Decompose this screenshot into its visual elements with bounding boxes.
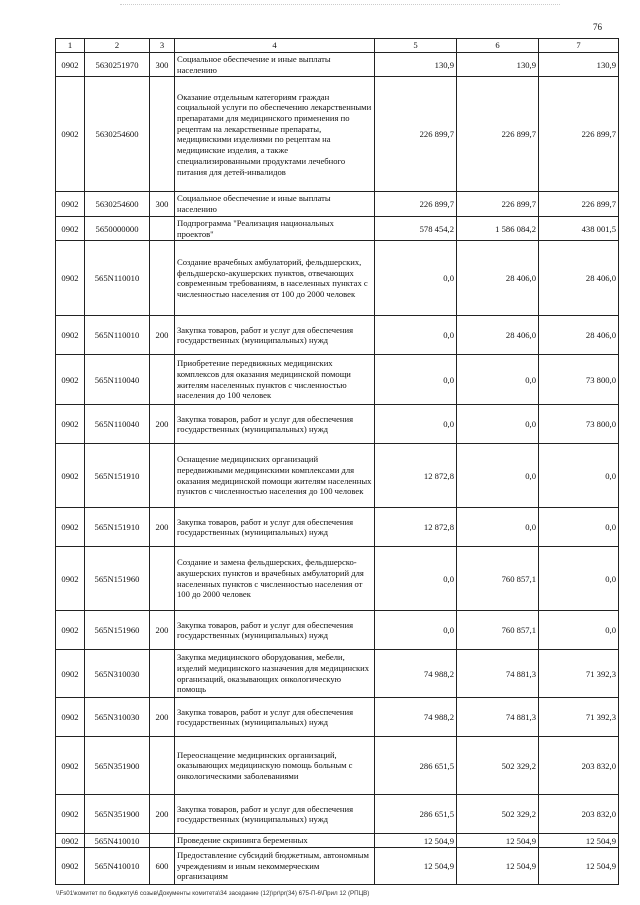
amount-col5-cell: 0,0 [375, 241, 457, 316]
amount-col7-cell: 12 504,9 [539, 847, 619, 884]
amount-col7-cell: 71 392,3 [539, 698, 619, 737]
amount-col6-cell: 502 329,2 [457, 795, 539, 834]
amount-col7-cell: 130,9 [539, 53, 619, 77]
table-row [56, 847, 619, 884]
amount-col5-cell: 0,0 [375, 405, 457, 444]
amount-col5-cell: 226 899,7 [375, 77, 457, 192]
section-cell: 0902 [56, 216, 85, 240]
item-name-cell: Оказание отдельным категориям граждан социальной услуги по обеспечению лекарственными препаратами для медицинского применения по рецептам на лекарственные препараты, медицинскими изделиями по рецептам на медицинские изделия, а также специализированными продуктами лечебного питания для детей-инвалидов [175, 77, 375, 192]
table-row [56, 241, 619, 316]
amount-col6-cell: 12 504,9 [457, 847, 539, 884]
table-row [56, 547, 619, 611]
table-row [56, 508, 619, 547]
amount-col7-cell: 0,0 [539, 547, 619, 611]
item-name-cell: Закупка товаров, работ и услуг для обеспечения государственных (муниципальных) нужд [175, 316, 375, 355]
expense-type-cell: 300 [150, 53, 175, 77]
amount-col5-cell: 12 504,9 [375, 834, 457, 848]
table-row [56, 698, 619, 737]
header-col-6: 6 [457, 39, 539, 53]
section-cell: 0902 [56, 650, 85, 698]
target-code-cell: 565N310030 [85, 650, 150, 698]
table-row [56, 216, 619, 240]
section-cell: 0902 [56, 795, 85, 834]
scan-artifact [120, 4, 560, 7]
budget-table [55, 38, 619, 885]
table-row [56, 53, 619, 77]
file-path-footer: \\Fs01\комитет по бюджету\6 созыв\Документы комитета\34 заседание (12)\pr\pr(34) 675-П-6\Прил 12 (РПЦВ) [56, 890, 370, 897]
table-row [56, 405, 619, 444]
item-name-cell: Подпрограмма "Реализация национальных проектов" [175, 216, 375, 240]
amount-col6-cell: 226 899,7 [457, 192, 539, 216]
item-name-cell: Закупка товаров, работ и услуг для обеспечения государственных (муниципальных) нужд [175, 795, 375, 834]
amount-col7-cell: 0,0 [539, 508, 619, 547]
amount-col6-cell: 74 881,3 [457, 650, 539, 698]
table-row [56, 316, 619, 355]
header-col-2: 2 [85, 39, 150, 53]
target-code-cell: 565N151960 [85, 611, 150, 650]
amount-col7-cell: 203 832,0 [539, 737, 619, 795]
table-row [56, 611, 619, 650]
item-name-cell: Оснащение медицинских организаций передвижными медицинскими комплексами для оказания медицинской помощи жителям населенных пунктов с численностью населения до 100 человек [175, 444, 375, 508]
amount-col6-cell: 226 899,7 [457, 77, 539, 192]
section-cell: 0902 [56, 316, 85, 355]
amount-col5-cell: 0,0 [375, 355, 457, 405]
amount-col5-cell: 12 872,8 [375, 444, 457, 508]
section-cell: 0902 [56, 241, 85, 316]
header-col-5: 5 [375, 39, 457, 53]
amount-col5-cell: 226 899,7 [375, 192, 457, 216]
amount-col7-cell: 71 392,3 [539, 650, 619, 698]
target-code-cell: 565N151960 [85, 547, 150, 611]
amount-col7-cell: 226 899,7 [539, 77, 619, 192]
amount-col5-cell: 286 651,5 [375, 795, 457, 834]
amount-col6-cell: 0,0 [457, 355, 539, 405]
amount-col6-cell: 0,0 [457, 405, 539, 444]
section-cell: 0902 [56, 611, 85, 650]
item-name-cell: Закупка медицинского оборудования, мебели, изделий медицинского назначения для медицинских организаций, оказывающих онкологическую помощь [175, 650, 375, 698]
expense-type-cell: 200 [150, 611, 175, 650]
expense-type-cell [150, 650, 175, 698]
table-row [56, 77, 619, 192]
target-code-cell: 5650000000 [85, 216, 150, 240]
amount-col5-cell: 12 872,8 [375, 508, 457, 547]
header-col-1: 1 [56, 39, 85, 53]
target-code-cell: 565N110010 [85, 316, 150, 355]
target-code-cell: 565N110040 [85, 355, 150, 405]
section-cell: 0902 [56, 444, 85, 508]
table-row [56, 834, 619, 848]
amount-col6-cell: 12 504,9 [457, 834, 539, 848]
item-name-cell: Социальное обеспечение и иные выплаты населению [175, 192, 375, 216]
amount-col5-cell: 74 988,2 [375, 698, 457, 737]
expense-type-cell [150, 737, 175, 795]
section-cell: 0902 [56, 53, 85, 77]
section-cell: 0902 [56, 192, 85, 216]
section-cell: 0902 [56, 405, 85, 444]
item-name-cell: Закупка товаров, работ и услуг для обеспечения государственных (муниципальных) нужд [175, 405, 375, 444]
header-col-7: 7 [539, 39, 619, 53]
item-name-cell: Приобретение передвижных медицинских комплексов для оказания медицинской помощи жителям населенных пунктов с численностью населения до 100 человек [175, 355, 375, 405]
target-code-cell: 5630251970 [85, 53, 150, 77]
amount-col5-cell: 0,0 [375, 547, 457, 611]
expense-type-cell: 200 [150, 405, 175, 444]
expense-type-cell: 600 [150, 847, 175, 884]
amount-col5-cell: 12 504,9 [375, 847, 457, 884]
item-name-cell: Закупка товаров, работ и услуг для обеспечения государственных (муниципальных) нужд [175, 611, 375, 650]
expense-type-cell [150, 355, 175, 405]
item-name-cell: Предоставление субсидий бюджетным, автономным учреждениям и иным некоммерческим организациям [175, 847, 375, 884]
amount-col7-cell: 0,0 [539, 611, 619, 650]
amount-col7-cell: 28 406,0 [539, 241, 619, 316]
expense-type-cell [150, 77, 175, 192]
amount-col5-cell: 578 454,2 [375, 216, 457, 240]
amount-col5-cell: 74 988,2 [375, 650, 457, 698]
expense-type-cell: 200 [150, 508, 175, 547]
amount-col7-cell: 12 504,9 [539, 834, 619, 848]
amount-col6-cell: 28 406,0 [457, 316, 539, 355]
target-code-cell: 565N110040 [85, 405, 150, 444]
item-name-cell: Создание врачебных амбулаторий, фельдшерских, фельдшерско-акушерских пунктов, отвечающих современным требованиям, в населенных пунктах с численностью населения от 100 до 2000 человек [175, 241, 375, 316]
target-code-cell: 565N310030 [85, 698, 150, 737]
amount-col5-cell: 130,9 [375, 53, 457, 77]
expense-type-cell: 300 [150, 192, 175, 216]
table-row [56, 192, 619, 216]
section-cell: 0902 [56, 698, 85, 737]
item-name-cell: Переоснащение медицинских организаций, оказывающих медицинскую помощь больным с онкологическими заболеваниями [175, 737, 375, 795]
section-cell: 0902 [56, 355, 85, 405]
target-code-cell: 565N410010 [85, 834, 150, 848]
item-name-cell: Проведение скрининга беременных [175, 834, 375, 848]
amount-col6-cell: 74 881,3 [457, 698, 539, 737]
amount-col6-cell: 502 329,2 [457, 737, 539, 795]
section-cell: 0902 [56, 77, 85, 192]
table-row [56, 650, 619, 698]
item-name-cell: Социальное обеспечение и иные выплаты населению [175, 53, 375, 77]
expense-type-cell: 200 [150, 316, 175, 355]
item-name-cell: Создание и замена фельдшерских, фельдшерско-акушерских пунктов и врачебных амбулаторий для населенных пунктов с численностью населения от 100 до 2000 человек [175, 547, 375, 611]
table-row [56, 795, 619, 834]
amount-col6-cell: 760 857,1 [457, 547, 539, 611]
amount-col5-cell: 286 651,5 [375, 737, 457, 795]
target-code-cell: 565N351900 [85, 795, 150, 834]
section-cell: 0902 [56, 737, 85, 795]
target-code-cell: 565N110010 [85, 241, 150, 316]
amount-col7-cell: 73 800,0 [539, 355, 619, 405]
expense-type-cell [150, 547, 175, 611]
amount-col7-cell: 203 832,0 [539, 795, 619, 834]
section-cell: 0902 [56, 547, 85, 611]
item-name-cell: Закупка товаров, работ и услуг для обеспечения государственных (муниципальных) нужд [175, 508, 375, 547]
header-col-4: 4 [175, 39, 375, 53]
amount-col6-cell: 0,0 [457, 508, 539, 547]
expense-type-cell [150, 216, 175, 240]
amount-col6-cell: 760 857,1 [457, 611, 539, 650]
item-name-cell: Закупка товаров, работ и услуг для обеспечения государственных (муниципальных) нужд [175, 698, 375, 737]
target-code-cell: 5630254600 [85, 77, 150, 192]
amount-col6-cell: 130,9 [457, 53, 539, 77]
amount-col6-cell: 1 586 084,2 [457, 216, 539, 240]
expense-type-cell: 200 [150, 795, 175, 834]
amount-col7-cell: 438 001,5 [539, 216, 619, 240]
target-code-cell: 565N410010 [85, 847, 150, 884]
expense-type-cell [150, 241, 175, 316]
amount-col6-cell: 28 406,0 [457, 241, 539, 316]
table-row [56, 737, 619, 795]
header-col-3: 3 [150, 39, 175, 53]
page-number: 76 [593, 22, 602, 32]
expense-type-cell [150, 444, 175, 508]
target-code-cell: 565N151910 [85, 508, 150, 547]
expense-type-cell: 200 [150, 698, 175, 737]
amount-col5-cell: 0,0 [375, 316, 457, 355]
amount-col7-cell: 226 899,7 [539, 192, 619, 216]
amount-col7-cell: 28 406,0 [539, 316, 619, 355]
section-cell: 0902 [56, 834, 85, 848]
table-row [56, 444, 619, 508]
amount-col5-cell: 0,0 [375, 611, 457, 650]
table-row [56, 355, 619, 405]
expense-type-cell [150, 834, 175, 848]
amount-col7-cell: 0,0 [539, 444, 619, 508]
header-row [56, 39, 619, 53]
target-code-cell: 565N151910 [85, 444, 150, 508]
section-cell: 0902 [56, 847, 85, 884]
target-code-cell: 5630254600 [85, 192, 150, 216]
amount-col6-cell: 0,0 [457, 444, 539, 508]
amount-col7-cell: 73 800,0 [539, 405, 619, 444]
section-cell: 0902 [56, 508, 85, 547]
target-code-cell: 565N351900 [85, 737, 150, 795]
